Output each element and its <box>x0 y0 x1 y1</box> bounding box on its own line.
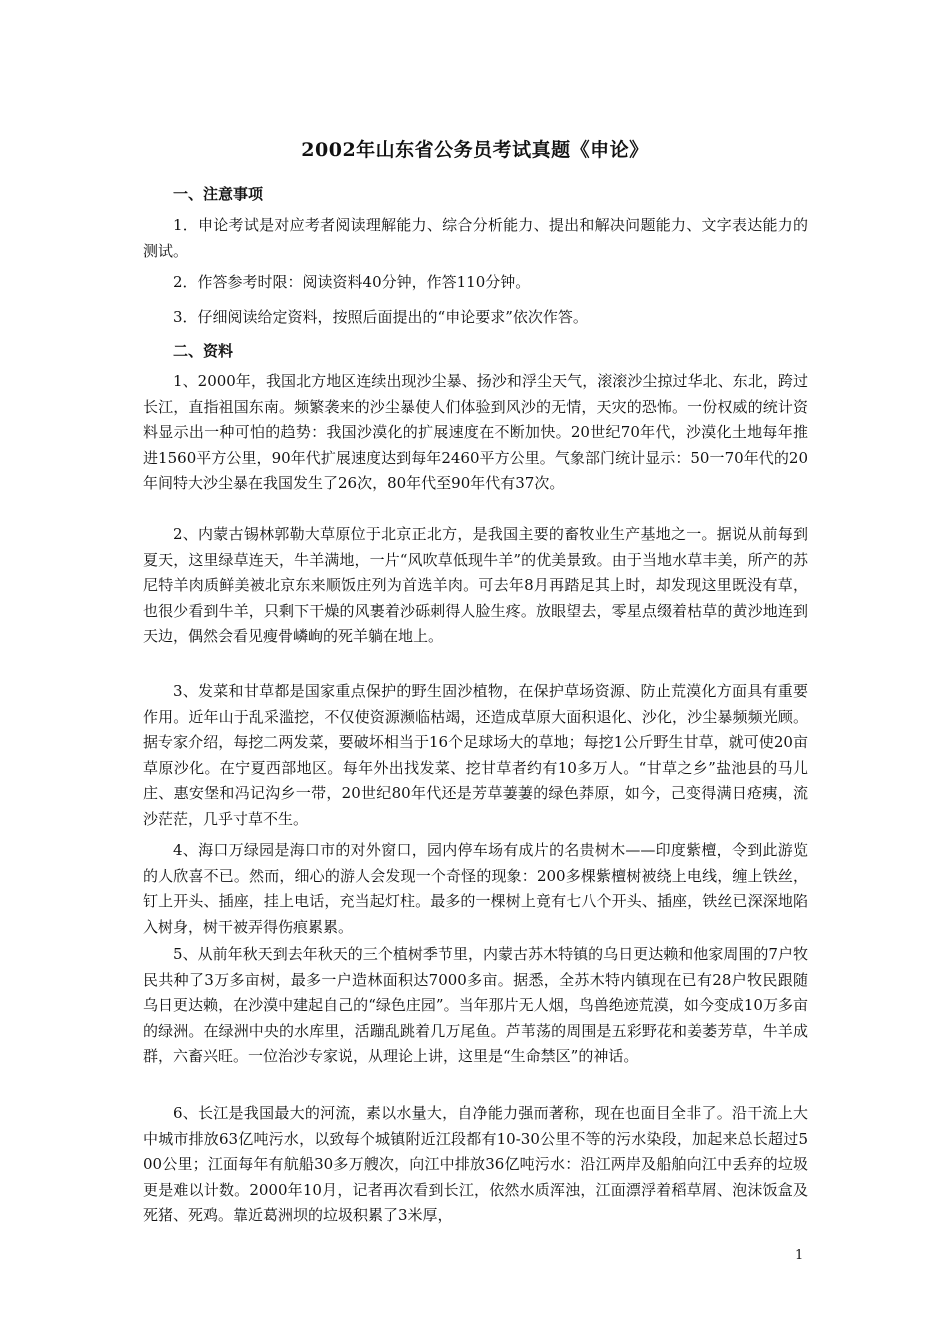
material-paragraph-5: 5、从前年秋天到去年秋天的三个植树季节里，内蒙古苏木特镇的乌日更达赖和他家周围的7户牧民共种了3万多亩树，最多一户造林面积达7000多亩。据悉，全苏木特内镇现在已有28户牧民跟随乌日更达赖，在沙漠中建起自己的“绿色庄园”。当年那片无人烟，鸟兽绝迹荒漠，如今变成10万多亩的绿洲。在绿洲中央的水库里，活蹦乱跳着几万尾鱼。芦苇荡的周围是五彩野花和姜萎芳草，牛羊成群，六畜兴旺。一位治沙专家说，从理论上讲，这里是“生命禁区”的神话。 <box>143 945 808 1066</box>
material-paragraph-3: 3、发菜和甘草都是国家重点保护的野生固沙植物，在保护草场资源、防止荒漠化方面具有重要作用。近年山于乱采滥挖，不仅使资源濒临枯竭，还造成草原大面积退化、沙化，沙尘暴频频光顾。据专家介绍，每挖二两发菜，要破坏相当于16个足球场大的草地；每挖1公斤野生甘草，就可使20亩草原沙化。在宁夏西部地区。每年外出找发菜、挖甘草者约有10多万人。“甘草之乡”盐池县的马儿庄、惠安堡和冯记沟乡一带，20世纪80年代还是芳草萋萋的绿色莽原，如今，己变得满日疮痍，流沙茫茫，几乎寸草不生。 <box>143 682 808 828</box>
note-paragraph-2: 2．作答参考时限：阅读资料40分钟，作答110分钟。 <box>173 273 531 291</box>
section-heading-notes: 一、注意事项 <box>173 185 264 203</box>
section-heading-materials: 二、资料 <box>173 342 234 360</box>
material-paragraph-1: 1、2000年，我国北方地区连续出现沙尘暴、扬沙和浮尘天气，滚滚沙尘掠过华北、东北，跨过长江，直指祖国东南。频繁袭来的沙尘暴使人们体验到风沙的无情，天灾的恐怖。一份权威的统计资料显示出一种可怕的趋势：我国沙漠化的扩展速度在不断加快。20世纪70年代，沙漠化土地每年推进1560平方公里，90年代扩展速度达到每年2460平方公里。气象部门统计显示：50一70年代的20年间特大沙尘暴在我国发生了26次，80年代至90年代有37次。 <box>143 372 808 493</box>
note-paragraph-3: 3．仔细阅读给定资料，按照后面提出的“申论要求”依次作答。 <box>173 308 588 326</box>
material-paragraph-4: 4、海口万绿园是海口市的对外窗口，园内停车场有成片的名贵树木——印度紫檀，令到此游览的人欣喜不已。然而，细心的游人会发现一个奇怪的现象：200多棵紫檀树被绕上电线，缠上铁丝，钉上开头、插座，挂上电话，充当起灯柱。最多的一棵树上竟有七八个开头、插座，铁丝已深深地陷入树身，树干被弄得伤痕累累。 <box>143 841 808 936</box>
document-title: 2002年山东省公务员考试真题《申论》 <box>301 139 649 161</box>
page-number: 1 <box>795 1248 804 1263</box>
material-paragraph-2: 2、内蒙古锡林郭勒大草原位于北京正北方，是我国主要的畜牧业生产基地之一。据说从前每到夏天，这里绿草连天，牛羊满地，一片“风吹草低现牛羊”的优美景致。由于当地水草丰美，所产的苏尼特羊肉质鲜美被北京东来顺饭庄列为首选羊肉。可去年8月再踏足其上时，却发现这里既没有草，也很少看到牛羊，只剩下干燥的风裹着沙砾刺得人脸生疼。放眼望去，零星点缀着枯草的黄沙地连到天边，偶然会看见瘦骨嶙峋的死羊躺在地上。 <box>143 525 808 646</box>
note-paragraph-1: 1．申论考试是对应考者阅读理解能力、综合分析能力、提出和解决问题能力、文字表达能力的测试。 <box>143 216 808 260</box>
material-paragraph-6: 6、长江是我国最大的河流，素以水量大，自净能力强而著称，现在也面目全非了。沿干流上大中城市排放63亿吨污水，以致每个城镇附近江段都有10-30公里不等的污水染段，加起来总长超过500公里；江面每年有航船30多万艘次，向江中排放36亿吨污水：沿江两岸及船舶向江中丢弃的垃圾更是难以计数。2000年10月，记者再次看到长江，依然水质浑浊，江面漂浮着稻草屑、泡沫饭盒及死猪、死鸡。靠近葛洲坝的垃圾积累了3米厚， <box>143 1104 808 1225</box>
